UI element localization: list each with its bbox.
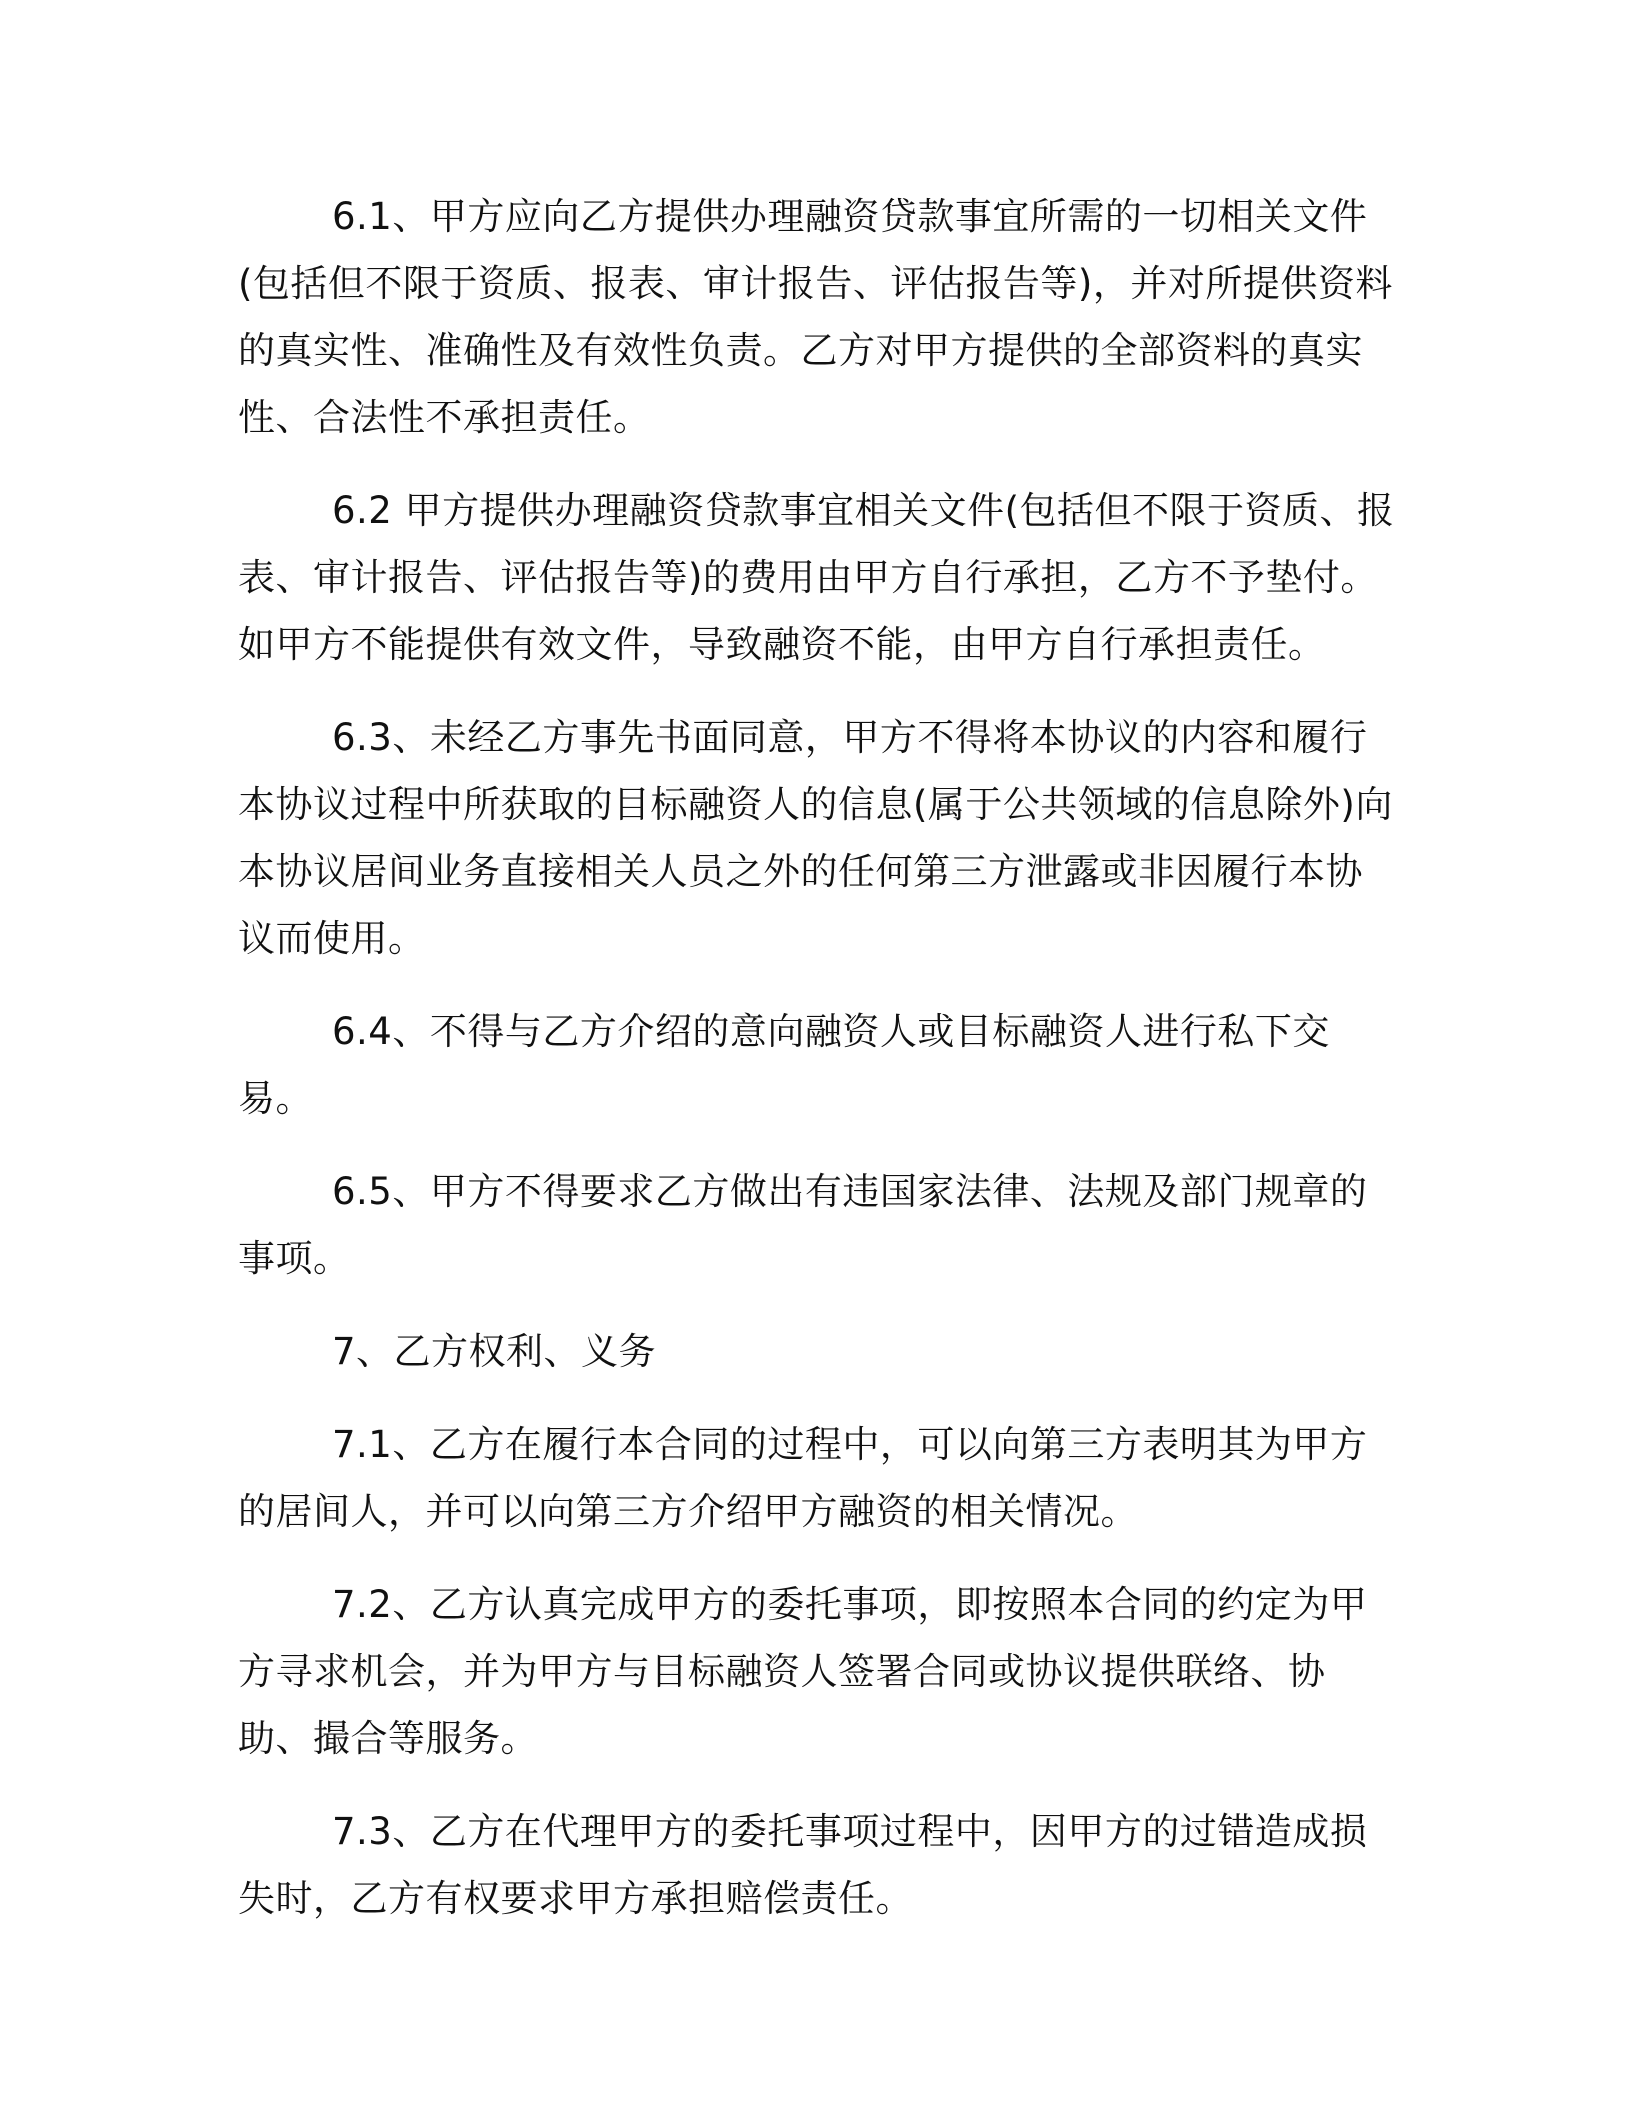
clause-6-4: 6.4、不得与乙方介绍的意向融资人或目标融资人进行私下交易。	[238, 1010, 1330, 1120]
document-page	[238, 183, 1398, 1958]
clause-6-3: 6.3、未经乙方事先书面同意，甲方不得将本协议的内容和履行本协议过程中所获取的目标融资人的信息(属于公共领域的信息除外)向本协议居间业务直接相关人员之外的任何第三方泄露或非因履行本协议而使用。	[238, 716, 1393, 960]
clause-6-1: 6.1、甲方应向乙方提供办理融资贷款事宜所需的一切相关文件(包括但不限于资质、报表、审计报告、评估报告等)，并对所提供资料的真实性、准确性及有效性负责。乙方对甲方提供的全部资料的真实性、合法性不承担责任。	[238, 195, 1393, 439]
clause-6-2: 6.2 甲方提供办理融资贷款事宜相关文件(包括但不限于资质、报表、审计报告、评估报告等)的费用由甲方自行承担，乙方不予垫付。如甲方不能提供有效文件，导致融资不能，由甲方自行承担责任。	[238, 489, 1395, 666]
clause-7-3: 7.3、乙方在代理甲方的委托事项过程中，因甲方的过错造成损失时，乙方有权要求甲方承担赔偿责任。	[238, 1810, 1368, 1920]
clause-7-2: 7.2、乙方认真完成甲方的委托事项，即按照本合同的约定为甲方寻求机会，并为甲方与目标融资人签署合同或协议提供联络、协助、撮合等服务。	[238, 1583, 1368, 1760]
clause-6-5: 6.5、甲方不得要求乙方做出有违国家法律、法规及部门规章的事项。	[238, 1170, 1368, 1280]
section-7-heading: 7、乙方权利、义务	[332, 1330, 657, 1373]
clause-7-1: 7.1、乙方在履行本合同的过程中，可以向第三方表明其为甲方的居间人，并可以向第三方介绍甲方融资的相关情况。	[238, 1423, 1368, 1533]
